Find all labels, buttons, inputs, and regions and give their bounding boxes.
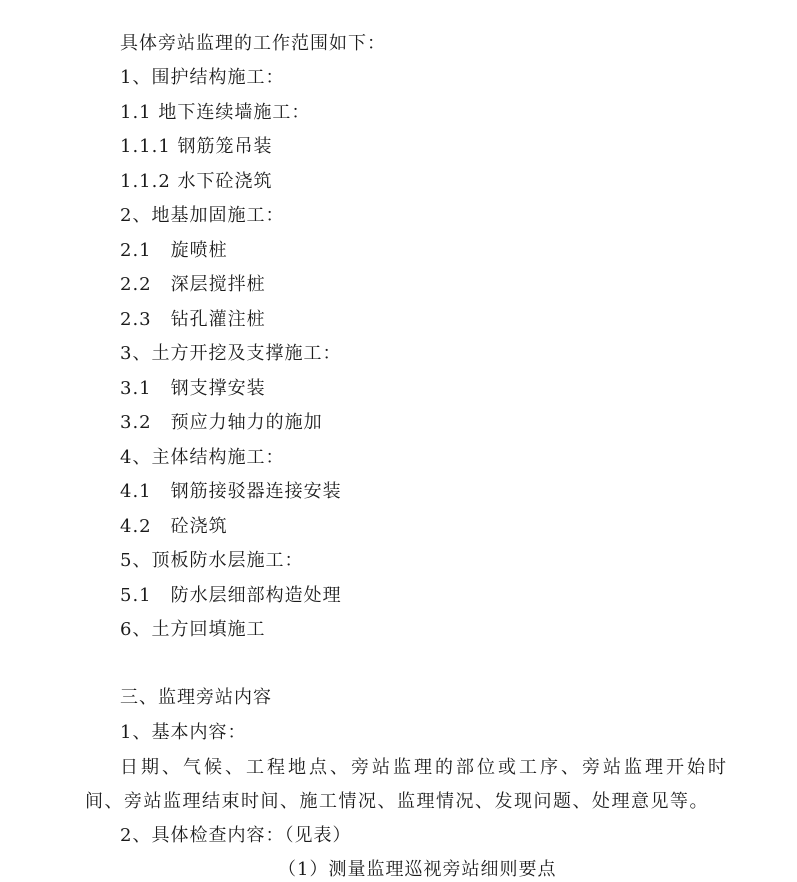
section-title: 三、监理旁站内容: [120, 687, 272, 708]
item-5-heading: 5、顶板防水层施工：: [120, 550, 304, 571]
item-3-heading: 3、土方开挖及支撑施工：: [120, 343, 342, 364]
item-3-2: 3.2 预应力轴力的施加: [120, 412, 323, 433]
item-1-1-2: 1.1.2 水下砼浇筑: [120, 171, 273, 192]
item-2-heading: 2、地基加固施工：: [120, 205, 285, 226]
item-4-1: 4.1 钢筋接驳器连接安装: [120, 481, 342, 502]
basic-text-line-2: 间、旁站监理结束时间、施工情况、监理情况、发现问题、处理意见等。: [85, 791, 709, 812]
item-2-2: 2.2 深层搅拌桩: [120, 274, 266, 295]
item-4-2: 4.2 砼浇筑: [120, 516, 228, 537]
intro-line: 具体旁站监理的工作范围如下：: [120, 33, 386, 54]
specific-heading: 2、具体检查内容：（见表）: [120, 825, 352, 846]
item-2-3: 2.3 钻孔灌注桩: [120, 309, 266, 330]
item-1-1: 1.1 地下连续墙施工：: [120, 102, 311, 123]
table-caption: （1）测量监理巡视旁站细则要点: [278, 859, 557, 880]
item-1-1-1: 1.1.1 钢筋笼吊装: [120, 136, 273, 157]
item-2-1: 2.1 旋喷桩: [120, 240, 228, 261]
item-4-heading: 4、主体结构施工：: [120, 447, 285, 468]
item-6-heading: 6、土方回填施工: [120, 619, 266, 640]
item-3-1: 3.1 钢支撑安装: [120, 378, 266, 399]
basic-heading: 1、基本内容：: [120, 722, 247, 743]
item-5-1: 5.1 防水层细部构造处理: [120, 585, 342, 606]
item-1-heading: 1、围护结构施工：: [120, 67, 285, 88]
basic-text-line-1: 日期、气候、工程地点、旁站监理的部位或工序、旁站监理开始时: [120, 757, 729, 778]
